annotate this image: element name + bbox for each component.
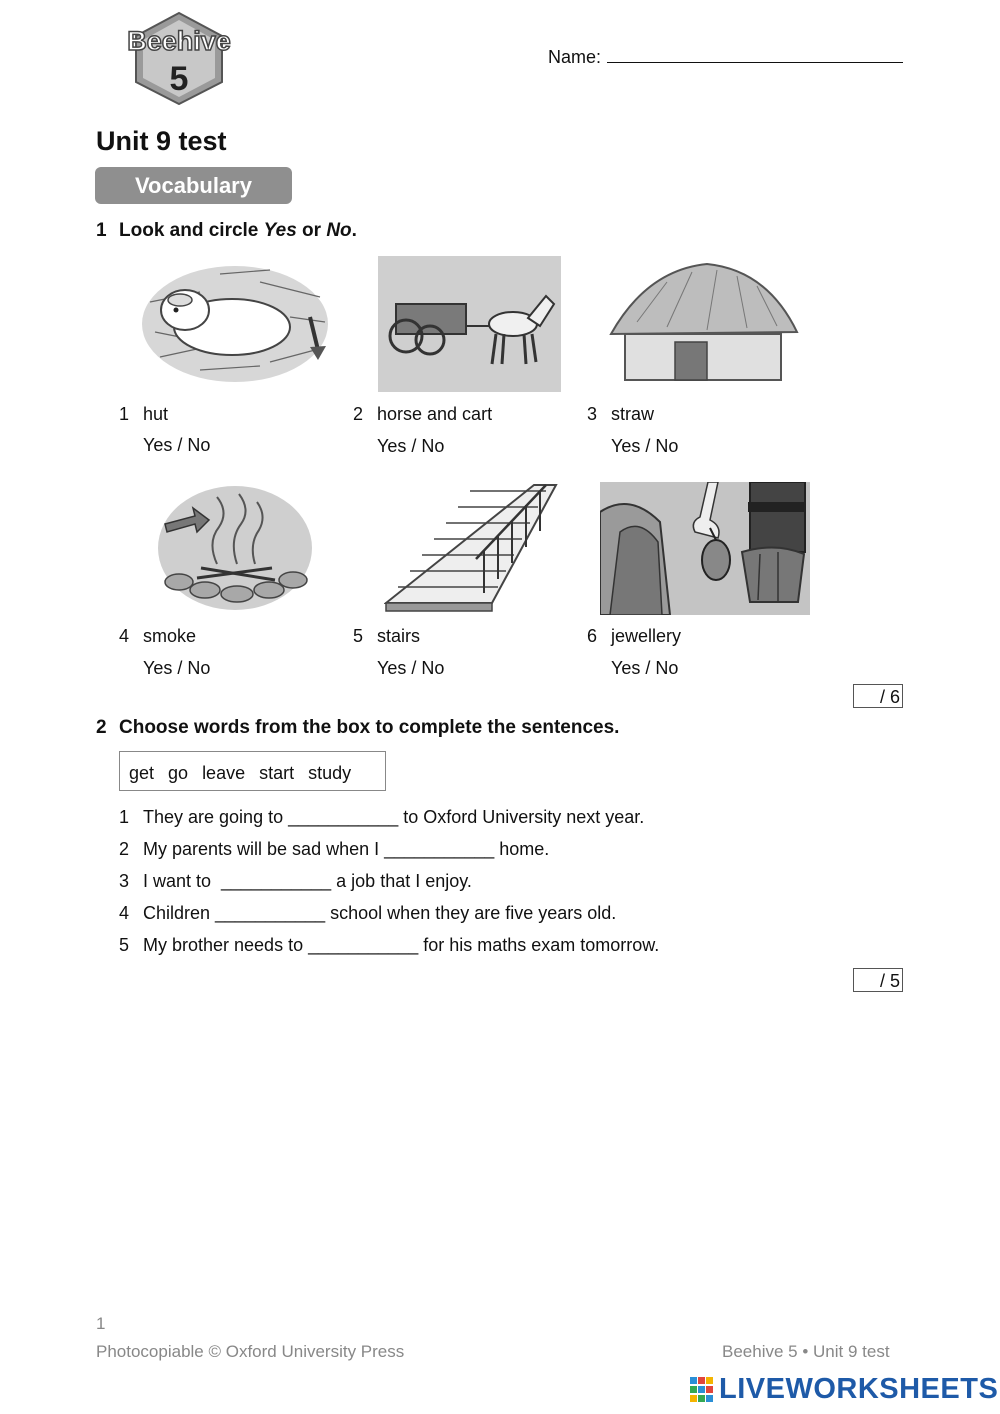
- q1-item-3-number: 3: [587, 404, 598, 424]
- q1-item-6-yes-no[interactable]: Yes / No: [611, 658, 679, 678]
- page-title: Unit 9 test: [96, 126, 227, 156]
- q1-item-1-yes-no[interactable]: Yes / No: [143, 435, 211, 455]
- q2-heading: [96, 717, 619, 739]
- q1-item-1-number: 1: [119, 404, 130, 424]
- word-start: start: [259, 763, 295, 783]
- name-field: [548, 44, 903, 68]
- q2-sentence-1[interactable]: [119, 807, 644, 828]
- liveworksheets-watermark[interactable]: LIVEWORKSHEETS: [719, 1373, 999, 1405]
- q1-number: 1: [96, 220, 107, 241]
- q1-item-2-word: horse and cart: [377, 404, 493, 424]
- q2-sentence-3[interactable]: [119, 871, 472, 892]
- copyright-text: Photocopiable © Oxford University Press: [96, 1342, 405, 1361]
- q2-number: 2: [96, 717, 107, 738]
- q1-item-6: [587, 626, 681, 647]
- q1-item-5-yes-no[interactable]: Yes / No: [377, 658, 445, 678]
- q1-item-2: [353, 404, 492, 425]
- q1-item-3-word: straw: [611, 404, 655, 424]
- q1-instruction-mid: or: [296, 220, 327, 241]
- q1-item-5: [353, 626, 420, 647]
- q1-item-4-number: 4: [119, 626, 130, 646]
- q1-heading: [96, 220, 357, 242]
- q2-sentence-2[interactable]: [119, 839, 549, 860]
- q1-instruction-no: No: [326, 220, 352, 241]
- q2-sentence-2-number: 2: [119, 839, 130, 859]
- name-label: Name:: [548, 47, 602, 67]
- q2-sentence-5-number: 5: [119, 935, 130, 955]
- q1-item-6-number: 6: [587, 626, 598, 646]
- q2-sentence-1-text: They are going to ___________ to Oxford University next year.: [143, 807, 645, 827]
- q1-item-6-word: jewellery: [611, 626, 682, 646]
- sheep-straw-picture: [140, 262, 330, 384]
- name-line[interactable]: [607, 44, 903, 63]
- book-reference: Beehive 5 • Unit 9 test: [722, 1342, 890, 1361]
- hut-picture: [607, 262, 800, 384]
- horse-cart-picture: [378, 256, 561, 392]
- q1-item-5-number: 5: [353, 626, 364, 646]
- liveworksheets-logo-icon: [690, 1377, 714, 1403]
- word-leave: leave: [202, 763, 246, 783]
- q1-score-box: / 6: [853, 684, 903, 708]
- section-banner: Vocabulary: [95, 167, 292, 204]
- q1-item-3-yes-no[interactable]: Yes / No: [611, 436, 679, 456]
- q2-sentence-4-number: 4: [119, 903, 130, 923]
- q2-sentence-4[interactable]: [119, 903, 616, 924]
- svg-text:5: 5: [169, 60, 189, 98]
- q1-item-5-word: stairs: [377, 626, 421, 646]
- q2-sentence-3-text: I want to ___________ a job that I enjoy.: [143, 871, 472, 891]
- q2-sentence-1-number: 1: [119, 807, 130, 827]
- q1-item-1: [119, 404, 168, 425]
- q2-sentence-5-text: My brother needs to ___________ for his maths exam tomorrow.: [143, 935, 660, 955]
- word-go: go: [168, 763, 189, 783]
- q1-item-4-yes-no[interactable]: Yes / No: [143, 658, 211, 678]
- word-get: get: [129, 763, 155, 783]
- q1-item-2-yes-no[interactable]: Yes / No: [377, 436, 445, 456]
- q1-instruction-yes: Yes: [263, 220, 297, 241]
- word-study: study: [308, 763, 352, 783]
- page-number: 1: [96, 1314, 106, 1333]
- svg-text:Beehive: Beehive: [127, 26, 231, 56]
- beehive-logo: [112, 10, 247, 105]
- word-box: [119, 751, 386, 791]
- q2-instruction: Choose words from the box to complete the sentences.: [119, 717, 620, 738]
- q1-instruction-post: .: [351, 220, 357, 241]
- stairs-picture: [384, 483, 558, 613]
- q2-sentence-3-number: 3: [119, 871, 130, 891]
- q1-item-4: [119, 626, 196, 647]
- q2-sentence-2-text: My parents will be sad when I ___________ home.: [143, 839, 550, 859]
- q1-item-1-word: hut: [143, 404, 169, 424]
- q1-item-2-number: 2: [353, 404, 364, 424]
- q2-sentence-5[interactable]: [119, 935, 659, 956]
- jewellery-picture: [600, 482, 810, 615]
- q1-item-3: [587, 404, 654, 425]
- q1-instruction-pre: Look and circle: [119, 220, 264, 241]
- q2-sentence-4-text: Children ___________ school when they are five years old.: [143, 903, 617, 923]
- q2-score-box: / 5: [853, 968, 903, 992]
- smoke-picture: [157, 482, 314, 612]
- q1-item-4-word: smoke: [143, 626, 197, 646]
